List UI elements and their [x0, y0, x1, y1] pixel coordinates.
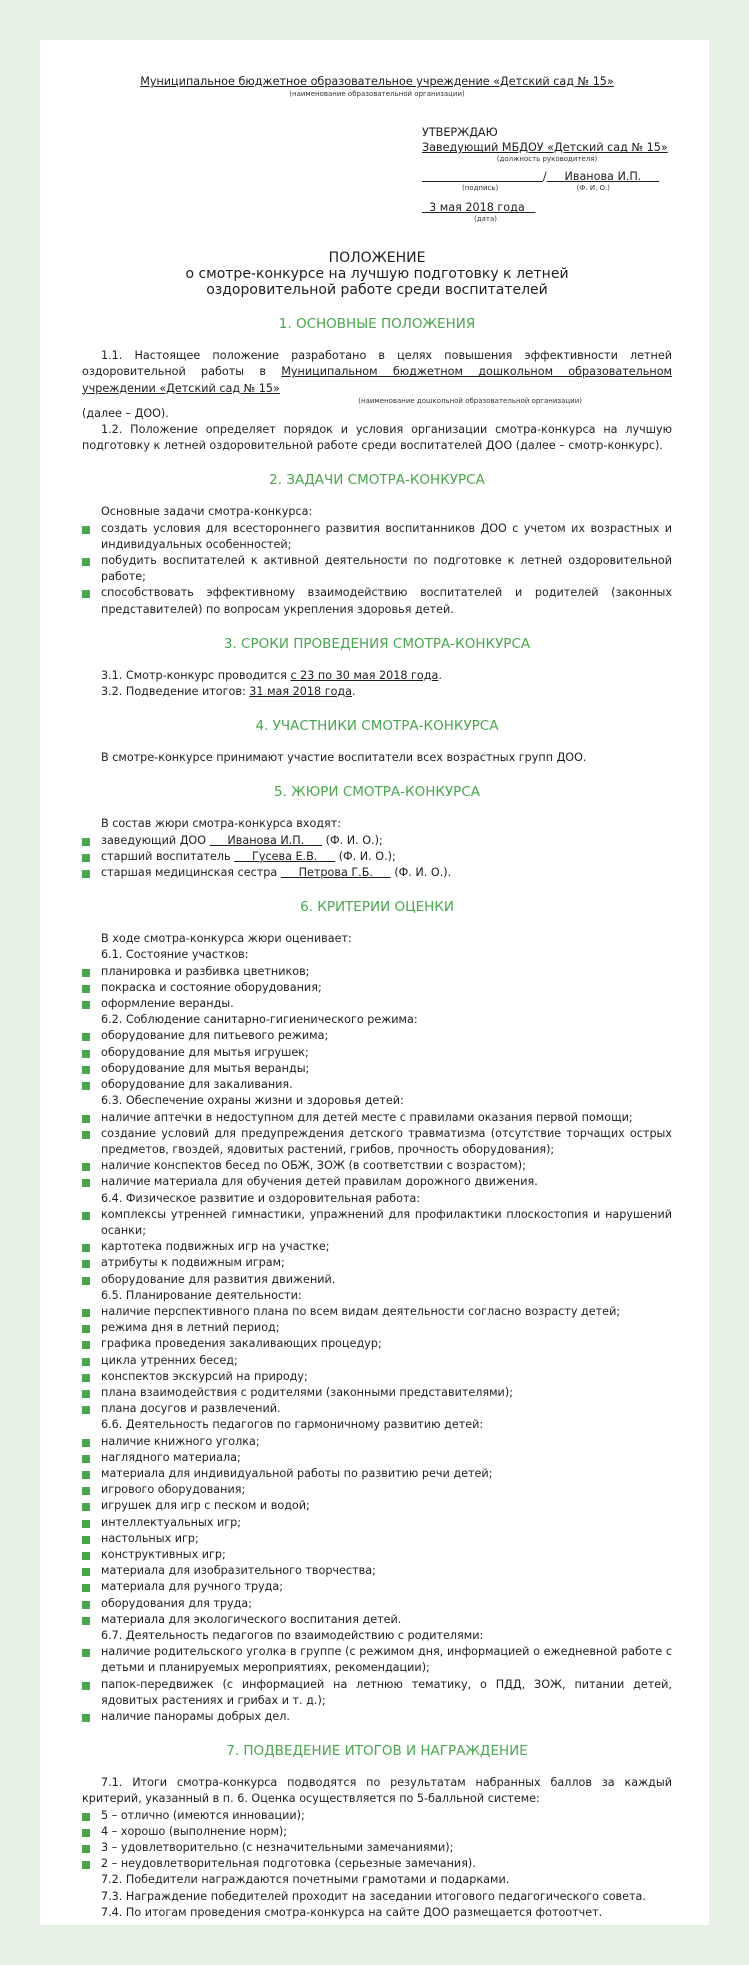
list-item: покраска и состояние оборудования; — [82, 980, 672, 996]
criteria-group-title: 6.2. Соблюдение санитарно-гигиенического режима: — [101, 1013, 418, 1027]
list-item: игрушек для игр с песком и водой; — [82, 1498, 672, 1514]
list-item: создание условий для предупреждения детского травматизма (отсутствие торчащих острых предметов, гвоздей, ядовитых растений, грибов, прочность оборудования); — [82, 1126, 672, 1158]
s2-intro: Основные задачи смотра-конкурса: — [101, 505, 313, 519]
title-line-2: о смотре-конкурсе на лучшую подготовку к летней — [185, 266, 569, 283]
list-item: планировка и разбивка цветников; — [82, 964, 672, 980]
list-item: атрибуты к подвижным играм; — [82, 1255, 672, 1271]
list-item: папок-передвижек (с информацией на летнюю тематику, о ПДД, ЗОЖ, питании детей, ядовитых растениях и грибах и т. д.); — [82, 1677, 672, 1709]
s1-paragraph-1: 1.1. Настоящее положение разработано в целях повышения эффективности летней оздоровительной работы в Муниципальном бюджетном дошкольном образовательном учреждении «Детский сад № 15» — [82, 349, 672, 395]
approve-title: УТВЕРЖДАЮ — [422, 126, 498, 140]
list-item: картотека подвижных игр на участке; — [82, 1239, 672, 1255]
score-item: 3 – удовлетворительно (с незначительными замечаниями); — [82, 1840, 672, 1856]
s7-paragraph-2: 7.2. Победители награждаются почетными грамотами и подарками. — [101, 1873, 510, 1887]
list-item: создать условия для всестороннего развития воспитанников ДОО с учетом их возрастных и индивидуальных особенностей; — [82, 521, 672, 553]
list-item: интеллектуальных игр; — [82, 1515, 672, 1531]
s7-paragraph-4: 7.4. По итогам проведения смотра-конкурса на сайте ДОО размещается фотоотчет. — [101, 1905, 603, 1919]
list-item: цикла утренних бесед; — [82, 1353, 672, 1369]
criteria-group-title: 6.3. Обеспечение охраны жизни и здоровья детей: — [101, 1094, 404, 1108]
list-item: настольных игр; — [82, 1531, 672, 1547]
list-item: игрового оборудования; — [82, 1482, 672, 1498]
list-item: оборудование для питьевого режима; — [82, 1028, 672, 1044]
title-line-1: ПОЛОЖЕНИЕ — [328, 250, 426, 267]
jury-member: старший воспитатель Гусева Е.В. (Ф. И. О.); — [82, 849, 672, 865]
jury-list — [82, 833, 672, 882]
list-item: наличие материала для обучения детей правилам дорожного движения. — [82, 1174, 672, 1190]
list-item: графика проведения закаливающих процедур; — [82, 1336, 672, 1352]
name-caption: (Ф. И. О.) — [576, 184, 610, 193]
list-item: оборудования для труда; — [82, 1596, 672, 1612]
criteria-group-title: 6.4. Физическое развитие и оздоровительная работа: — [101, 1191, 421, 1205]
jury-member: заведующий ДОО Иванова И.П. (Ф. И. О.); — [82, 833, 672, 849]
criteria-group-title: 6.1. Состояние участков: — [101, 948, 249, 962]
criteria-group-list — [82, 1434, 672, 1628]
list-item: комплексы утренней гимнастики, упражнений для профилактики плоскостопия и нарушений осанки; — [82, 1207, 672, 1239]
criteria-group-list — [82, 1304, 672, 1417]
list-item: материала для экологического воспитания детей. — [82, 1612, 672, 1628]
list-item: конспектов экскурсий на природу; — [82, 1369, 672, 1385]
s1-org-caption: (наименование дошкольной образовательной организации) — [358, 396, 582, 405]
list-item: плана взаимодействия с родителями (законными представителями); — [82, 1385, 672, 1401]
list-item: оборудование для мытья игрушек; — [82, 1045, 672, 1061]
document-title — [82, 250, 672, 298]
list-item: наглядного материала; — [82, 1450, 672, 1466]
score-item: 2 – неудовлетворительная подготовка (серьезные замечания). — [82, 1856, 672, 1872]
list-item: оформление веранды. — [82, 996, 672, 1012]
criteria-group-title: 6.7. Деятельность педагогов по взаимодействию с родителями: — [101, 1629, 484, 1642]
approver-position: Заведующий МБДОУ «Детский сад № 15» — [422, 141, 668, 155]
signature-captions — [422, 184, 672, 193]
list-item: оборудование для закаливания. — [82, 1077, 672, 1093]
criteria-group-list — [82, 1207, 672, 1288]
signature-caption: (подпись) — [462, 184, 499, 193]
list-item: наличие книжного уголка; — [82, 1434, 672, 1450]
criteria-list — [82, 947, 672, 1725]
document-page — [40, 40, 709, 1925]
list-item: материала для изобразительного творчества; — [82, 1563, 672, 1579]
list-item: наличие панорамы добрых дел. — [82, 1709, 672, 1725]
document-body — [82, 74, 672, 1921]
title-line-3: оздоровительной работе среди воспитателей — [206, 282, 548, 299]
s5-intro: В состав жюри смотра-конкурса входят: — [101, 817, 342, 831]
s1-paragraph-1-end: (далее – ДОО). — [82, 406, 169, 420]
s7-paragraph-1: 7.1. Итоги смотра-конкурса подводятся по результатам набранных баллов за каждый критерий, указанный в п. 6. Оценка осуществляется по 5-балльной системе: — [82, 1776, 672, 1806]
section-2-heading: 2. ЗАДАЧИ СМОТРА-КОНКУРСА — [269, 472, 485, 489]
org-block — [82, 74, 672, 99]
list-item: оборудование для мытья веранды; — [82, 1061, 672, 1077]
criteria-group-title: 6.5. Планирование деятельности: — [101, 1288, 302, 1302]
criteria-group-list — [82, 1110, 672, 1191]
section-1-heading: 1. ОСНОВНЫЕ ПОЛОЖЕНИЯ — [278, 316, 476, 333]
section-3-heading: 3. СРОКИ ПРОВЕДЕНИЯ СМОТРА-КОНКУРСА — [223, 635, 531, 652]
jury-member: старшая медицинская сестра Петрова Г.Б. (Ф. И. О.). — [82, 865, 672, 881]
s1-paragraph-2: 1.2. Положение определяет порядок и условия организации смотра-конкурса на лучшую подготовку к летней оздоровительной работе среди воспитателей ДОО (далее – смотр-конкурс). — [82, 423, 672, 453]
list-item: режима дня в летний период; — [82, 1320, 672, 1336]
list-item: конструктивных игр; — [82, 1547, 672, 1563]
approval-block — [422, 125, 672, 224]
criteria-group-list — [82, 1028, 672, 1093]
list-item: побудить воспитателей к активной деятельности по подготовке к летней оздоровительной работе; — [82, 553, 672, 585]
list-item: плана досугов и развлечений. — [82, 1401, 672, 1417]
criteria-group-list — [82, 964, 672, 1013]
s7-paragraph-3: 7.3. Награждение победителей проходит на заседании итогового педагогического совета. — [101, 1889, 646, 1903]
approver-name: Иванова И.П. — [564, 170, 642, 184]
org-caption: (наименование образовательной организации) — [289, 90, 465, 99]
approve-date-line — [422, 200, 672, 215]
s4-text: В смотре-конкурсе принимают участие воспитатели всех возрастных групп ДОО. — [101, 751, 587, 765]
score-list — [82, 1808, 672, 1873]
s3-line-1: 3.1. Смотр-конкурс проводится с 23 по 30 мая 2018 года. — [101, 668, 442, 682]
org-name: Муниципальное бюджетное образовательное учреждение «Детский сад № 15» — [140, 75, 614, 88]
s6-intro: В ходе смотра-конкурса жюри оценивает: — [101, 932, 352, 946]
list-item: наличие конспектов бесед по ОБЖ, ЗОЖ (в соответствии с возрастом); — [82, 1158, 672, 1174]
list-item: наличие аптечки в недоступном для детей месте с правилами оказания первой помощи; — [82, 1110, 672, 1126]
score-item: 5 – отлично (имеются инновации); — [82, 1808, 672, 1824]
approve-date: 3 мая 2018 года — [429, 201, 525, 215]
signature-line: / Иванова И.П. — [542, 170, 642, 184]
list-item: наличие перспективного плана по всем видам деятельности согласно возрасту детей; — [82, 1304, 672, 1320]
section-6-heading: 6. КРИТЕРИИ ОЦЕНКИ — [300, 899, 454, 916]
s2-list — [82, 521, 672, 618]
section-5-heading: 5. ЖЮРИ СМОТРА-КОНКУРСА — [274, 784, 480, 801]
criteria-group-list — [82, 1644, 672, 1725]
s3-line-2: 3.2. Подведение итогов: 31 мая 2018 года. — [101, 685, 356, 699]
section-4-heading: 4. УЧАСТНИКИ СМОТРА-КОНКУРСА — [255, 718, 499, 735]
section-7-heading: 7. ПОДВЕДЕНИЕ ИТОГОВ И НАГРАЖДЕНИЕ — [226, 1743, 528, 1760]
criteria-group-title: 6.6. Деятельность педагогов по гармоничному развитию детей: — [101, 1418, 484, 1432]
position-caption: (должность руководителя) — [496, 155, 598, 164]
list-item: способствовать эффективному взаимодействию воспитателей и родителей (законных представителей) по вопросам укрепления здоровья детей. — [82, 585, 672, 617]
date-caption: (дата) — [474, 215, 497, 224]
score-item: 4 – хорошо (выполнение норм); — [82, 1824, 672, 1840]
list-item: оборудование для развития движений. — [82, 1272, 672, 1288]
list-item: наличие родительского уголка в группе (с режимом дня, информацией о ежедневной работе с детьми и планируемых мероприятиях, рекомендации); — [82, 1644, 672, 1676]
list-item: материала для ручного труда; — [82, 1579, 672, 1595]
list-item: материала для индивидуальной работы по развитию речи детей; — [82, 1466, 672, 1482]
